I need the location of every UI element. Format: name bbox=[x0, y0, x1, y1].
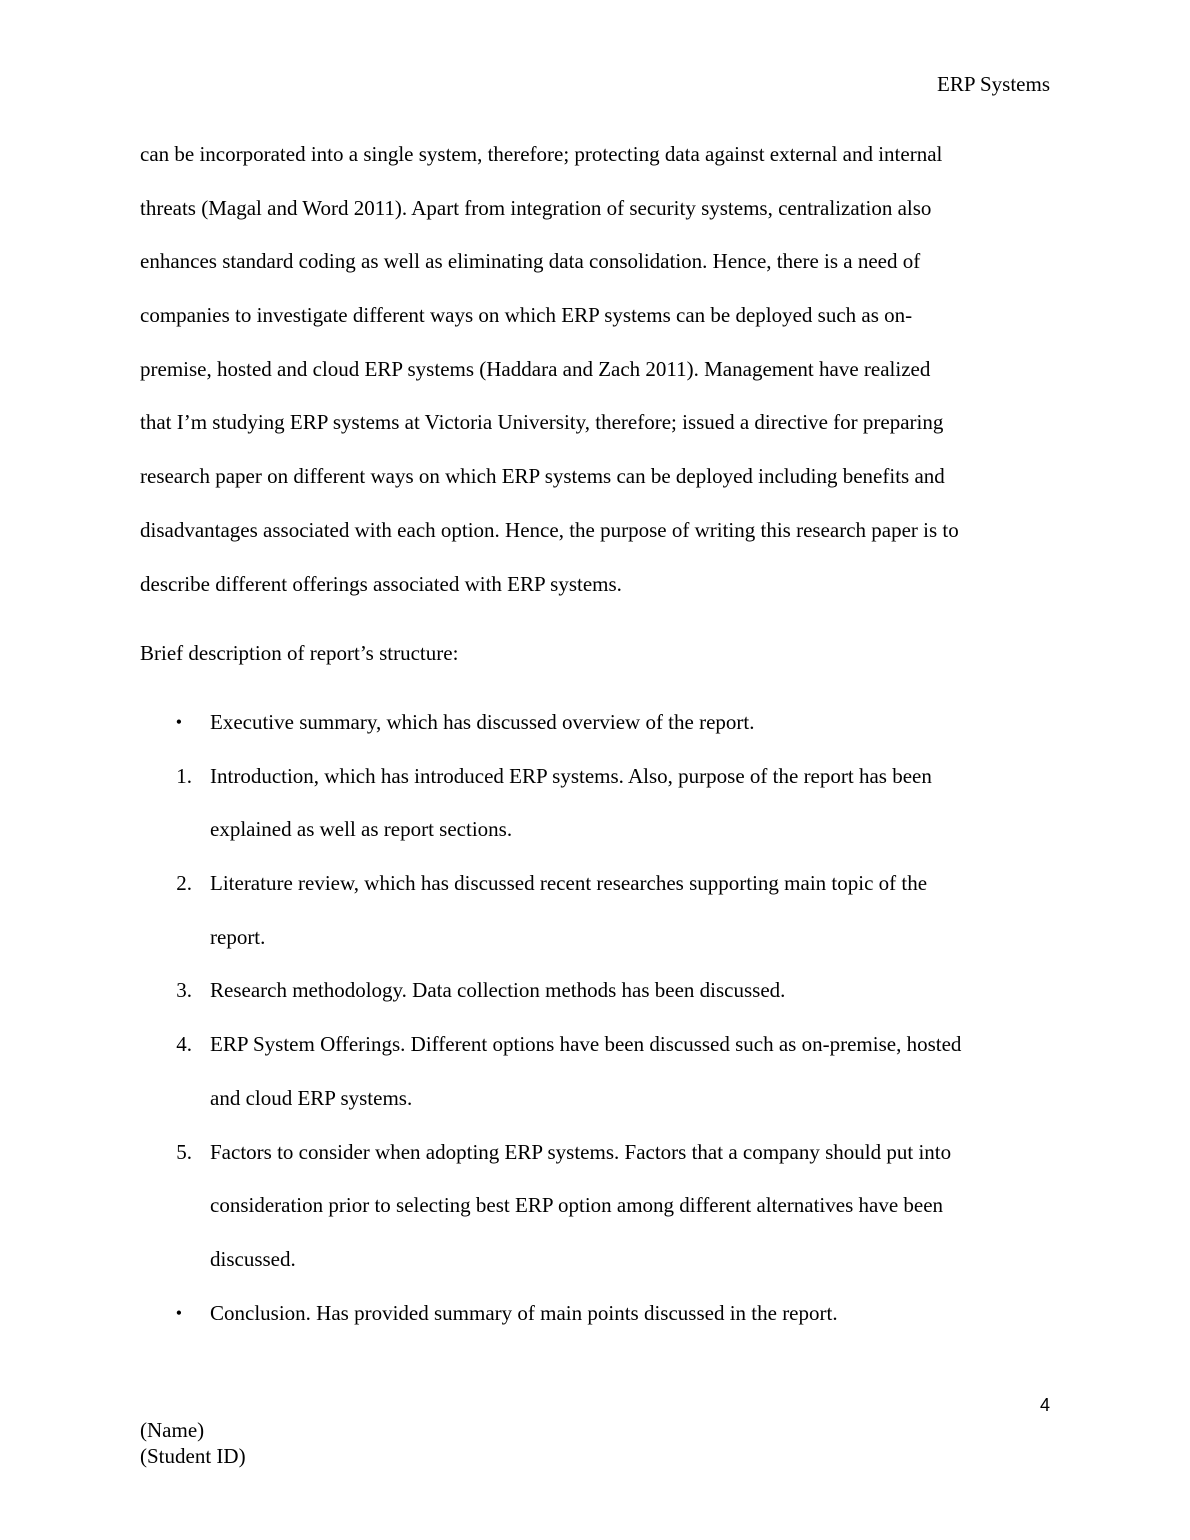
list-item bbox=[140, 1137, 1070, 1298]
paragraph-line: enhances standard coding as well as eliminating data consolidation. Hence, there is a need of bbox=[140, 249, 921, 274]
paragraph-line: threats (Magal and Word 2011). Apart from integration of security systems, centralization also bbox=[140, 195, 932, 220]
bullet-icon: • bbox=[175, 712, 182, 732]
list-number: 4. bbox=[176, 1032, 192, 1057]
structure-list bbox=[140, 707, 1070, 1351]
structure-heading: Brief description of report’s structure: bbox=[140, 641, 459, 665]
list-item-line: Factors to consider when adopting ERP systems. Factors that a company should put into bbox=[210, 1139, 952, 1164]
list-item-line: and cloud ERP systems. bbox=[210, 1085, 413, 1110]
footer-name: (Name) bbox=[140, 1418, 205, 1442]
list-item bbox=[140, 761, 1070, 868]
running-head: ERP Systems bbox=[937, 72, 1050, 96]
list-number: 1. bbox=[176, 763, 192, 788]
list-number: 5. bbox=[176, 1139, 192, 1164]
list-item bbox=[140, 868, 1070, 975]
list-item bbox=[140, 975, 1070, 1029]
list-item bbox=[140, 1298, 1070, 1352]
list-item-line: discussed. bbox=[210, 1246, 296, 1271]
list-item-line: Literature review, which has discussed recent researches supporting main topic of the bbox=[210, 871, 928, 896]
list-item-line: Research methodology. Data collection methods has been discussed. bbox=[210, 978, 786, 1003]
paragraph-line: companies to investigate different ways on which ERP systems can be deployed such as on- bbox=[140, 303, 913, 328]
list-item-line: explained as well as report sections. bbox=[210, 817, 513, 842]
list-item bbox=[140, 1029, 1070, 1136]
list-item-line: Conclusion. Has provided summary of main points discussed in the report. bbox=[210, 1300, 838, 1325]
body-paragraph bbox=[140, 139, 1070, 622]
list-item-line: Executive summary, which has discussed overview of the report. bbox=[210, 710, 755, 734]
list-item-line: ERP System Offerings. Different options have been discussed such as on-premise, hosted bbox=[210, 1032, 962, 1057]
list-number: 2. bbox=[176, 871, 192, 896]
paragraph-line: premise, hosted and cloud ERP systems (Haddara and Zach 2011). Management have realized bbox=[140, 356, 931, 381]
list-item-line: Introduction, which has introduced ERP systems. Also, purpose of the report has been bbox=[210, 763, 932, 788]
bullet-icon: • bbox=[175, 1302, 182, 1323]
page-number: 4 bbox=[1039, 1395, 1050, 1415]
paragraph-line: research paper on different ways on which ERP systems can be deployed including benefits and bbox=[140, 464, 945, 489]
paragraph-line: describe different offerings associated with ERP systems. bbox=[140, 571, 622, 596]
list-item-line: report. bbox=[210, 924, 266, 949]
list-number: 3. bbox=[176, 978, 192, 1003]
footer-student-id: (Student ID) bbox=[140, 1444, 246, 1468]
paragraph-line: can be incorporated into a single system, therefore; protecting data against external and internal bbox=[140, 142, 943, 166]
paragraph-line: that I’m studying ERP systems at Victoria University, therefore; issued a directive for preparing bbox=[140, 410, 944, 435]
footer bbox=[140, 1417, 246, 1469]
paragraph-line: disadvantages associated with each option. Hence, the purpose of writing this research paper is to bbox=[140, 517, 959, 542]
list-item bbox=[140, 707, 1070, 761]
list-item-line: consideration prior to selecting best ERP option among different alternatives have been bbox=[210, 1193, 944, 1218]
